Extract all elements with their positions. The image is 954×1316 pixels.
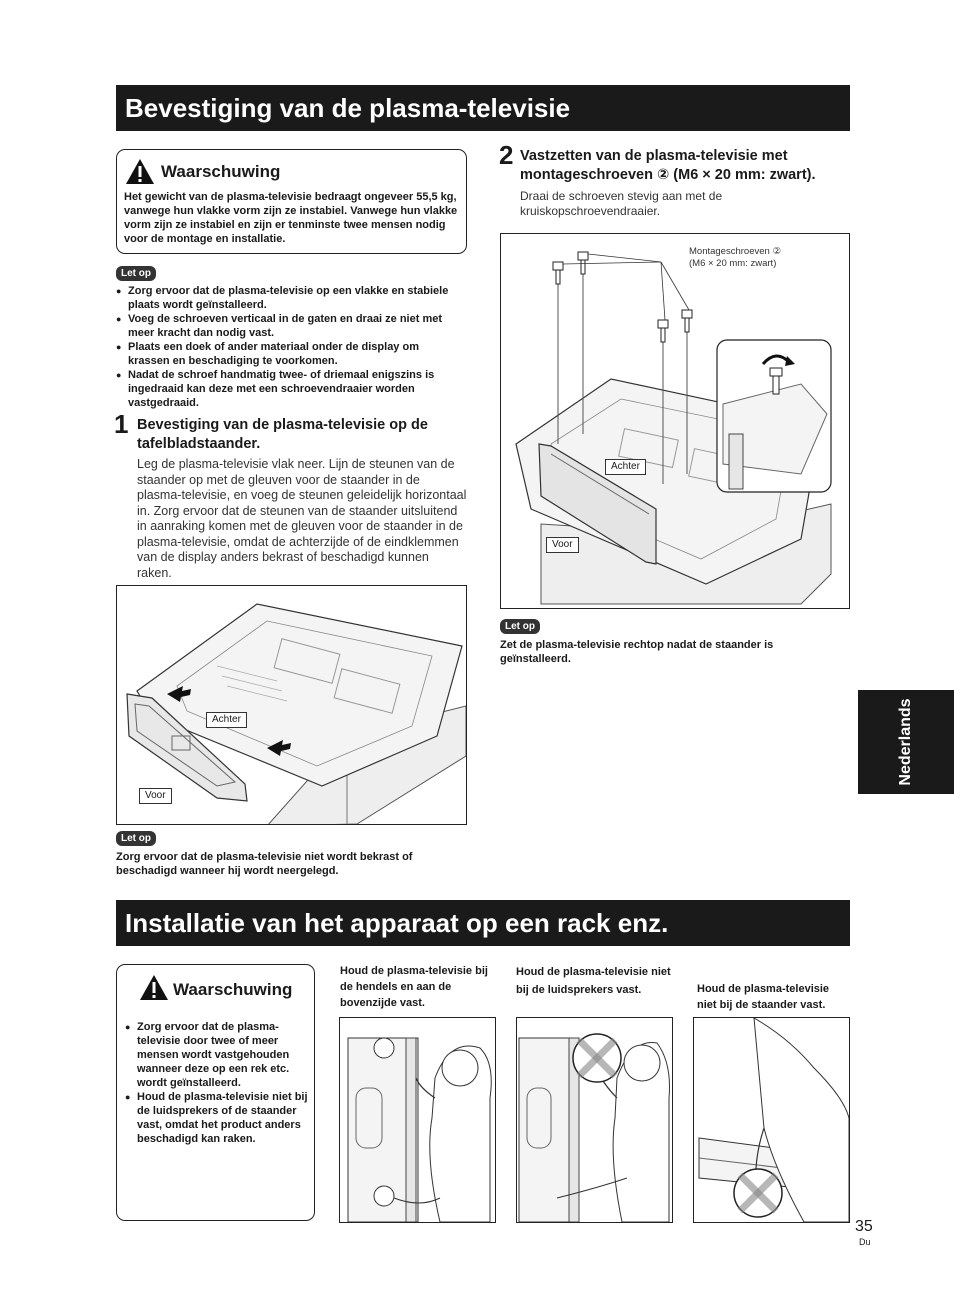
- figure-caption: Houd de plasma-televisie bij de hendels en aan de bovenzijde vast.: [340, 965, 488, 1009]
- figure-hold-handles: [339, 1017, 496, 1223]
- section-title-mounting: Bevestiging van de plasma-televisie: [116, 85, 850, 131]
- caution-item: ● Nadat de schroef handmatig twee- of driemaal enigszins is ingedraaid kan deze met een schroevendraaier worden vastgedraaid.: [116, 368, 461, 410]
- caution-text: Zet de plasma-televisie rechtop nadat de staander is geïnstalleerd.: [500, 639, 774, 665]
- caution-badge: Let op: [116, 831, 156, 846]
- warning-box: [116, 149, 467, 254]
- caution-item: ● Voeg de schroeven verticaal in de gaten en draai ze niet met meer kracht dan nodig vast.: [116, 312, 461, 340]
- warning-list: [125, 1020, 309, 1146]
- caution-text: Zorg ervoor dat de plasma-televisie niet wordt bekrast of beschadigd wanneer hij wordt neergelegd.: [116, 851, 413, 877]
- figure-no-speakers: [516, 1017, 673, 1223]
- step-title: Bevestiging van de plasma-televisie op de tafelbladstaander.: [137, 417, 428, 452]
- language-tab-label: Nederlands: [897, 698, 914, 786]
- figure-label-front: Voor: [139, 788, 172, 804]
- warning-title: Waarschuwing: [161, 162, 281, 181]
- warning-item: ● Houd de plasma-televisie niet bij de luidsprekers of de staander vast, omdat het product anders beschadigd kan raken.: [125, 1090, 309, 1146]
- warning-title: Waarschuwing: [173, 980, 293, 999]
- hold-handles-illustration: [340, 1018, 495, 1222]
- no-speakers-illustration: [517, 1018, 672, 1222]
- figure-label-back: Achter: [206, 712, 247, 728]
- figure-caption: Houd de plasma-televisie niet bij de staander vast.: [697, 983, 830, 1011]
- caution-item: ● Zorg ervoor dat de plasma-televisie op een vlakke en stabiele plaats wordt geïnstalleerd.: [116, 284, 461, 312]
- warning-text: Het gewicht van de plasma-televisie bedraagt ongeveer 55,5 kg, vanwege hun vlakke vorm zijn ze instabiel. Vanwege hun vlakke vorm zijn ze instabiel en zijn er tenminste twee mensen nodig voor de montage en installatie.: [124, 191, 458, 245]
- step-text: Draai de schroeven stevig aan met de kruiskopschroevendraaier.: [520, 189, 723, 218]
- warning-box: [116, 964, 315, 1221]
- figure-label-front: Voor: [546, 537, 579, 553]
- warning-item: ● Zorg ervoor dat de plasma-televisie door twee of meer mensen wordt vastgehouden wanneer deze op een rek etc. wordt geïnstalleerd.: [125, 1020, 309, 1090]
- step-text: Leg de plasma-televisie vlak neer. Lijn de steunen van de staander op met de gleuven voor de staander in de plasma-televisie, en voeg de steunen geleidelijk horizontaal in. Zorg ervoor dat de steunen van de staander uitsluitend in aanraking komen met de gleuven voor de staander in de plasma-televisie, omdat de achterzijde of de eindklemmen van de display anders bekrast of beschadigd kunnen raken.: [137, 457, 467, 580]
- figure-label-back: Achter: [605, 459, 646, 475]
- step-title: Vastzetten van de plasma-televisie met montageschroeven ② (M6 × 20 mm: zwart).: [520, 148, 816, 183]
- page-number: 35: [855, 1218, 873, 1235]
- page-language-code: Du: [859, 1237, 871, 1247]
- caution-badge: Let op: [500, 619, 540, 634]
- caution-item: ● Plaats een doek of ander materiaal onder de display om krassen en beschadiging te voorkomen.: [116, 340, 461, 368]
- warning-triangle-icon: [125, 158, 155, 185]
- screws-callout: [689, 246, 781, 270]
- no-stand-illustration: [694, 1018, 849, 1222]
- warning-triangle-icon: [139, 974, 169, 1001]
- step-number: 1: [114, 409, 129, 439]
- step-number: 2: [499, 140, 514, 170]
- screws-callout-line: (M6 × 20 mm: zwart): [689, 258, 777, 269]
- language-tab: [858, 690, 954, 794]
- caution-list: [116, 284, 461, 410]
- figure-caption: Houd de plasma-televisie niet bij de luidsprekers vast.: [516, 966, 671, 996]
- caution-badge: Let op: [116, 266, 156, 281]
- figure-fix-screws: [500, 233, 850, 609]
- section-title-rack: Installatie van het apparaat op een rack enz.: [116, 900, 850, 946]
- figure-no-stand: [693, 1017, 850, 1223]
- screws-callout-line: Montageschroeven ②: [689, 246, 781, 257]
- figure-tv-on-stand: [116, 585, 467, 825]
